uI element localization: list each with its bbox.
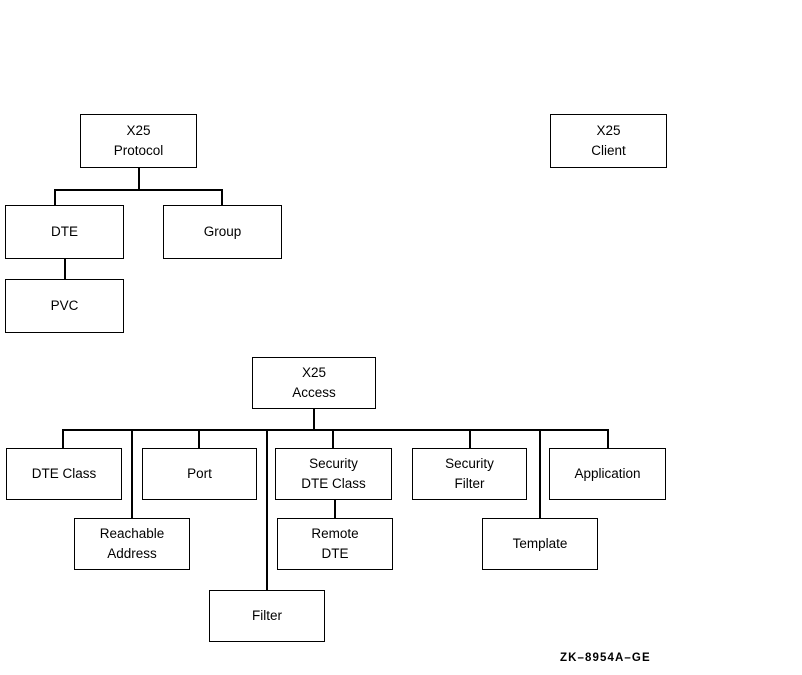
node-remote-dte[interactable] <box>277 518 393 570</box>
node-application[interactable] <box>549 448 666 500</box>
node-reachable-address-line1: Reachable <box>99 526 165 542</box>
node-security-filter-line2: Filter <box>454 476 485 491</box>
edge-protocol-to-group <box>221 189 223 206</box>
node-x25-client[interactable] <box>550 114 667 168</box>
node-dte[interactable] <box>5 205 124 259</box>
edge-access-to-security-filter <box>469 429 471 448</box>
node-template[interactable] <box>482 518 598 570</box>
node-port-label: Port <box>187 466 212 482</box>
node-x25-access-line2: Access <box>292 385 336 400</box>
edge-access-stem <box>313 409 315 430</box>
edge-access-to-dte-class <box>62 429 64 448</box>
node-x25-protocol-line2: Protocol <box>113 143 164 158</box>
edge-protocol-stem <box>138 168 140 190</box>
edge-access-to-template <box>539 429 541 518</box>
edge-dte-to-pvc <box>64 258 66 280</box>
node-x25-access-line1: X25 <box>301 365 327 381</box>
node-remote-dte-line2: DTE <box>321 546 349 561</box>
node-port[interactable] <box>142 448 257 500</box>
edge-protocol-bus <box>54 189 222 191</box>
node-dte-label: DTE <box>51 224 78 240</box>
node-dte-class-label: DTE Class <box>31 466 97 482</box>
node-reachable-address[interactable] <box>74 518 190 570</box>
node-pvc-label: PVC <box>50 298 79 314</box>
node-filter-label: Filter <box>252 608 282 624</box>
node-group[interactable] <box>163 205 282 259</box>
node-template-label: Template <box>512 536 568 552</box>
node-x25-client-line1: X25 <box>596 123 621 139</box>
node-reachable-address-line2: Address <box>107 546 157 561</box>
node-x25-protocol[interactable] <box>80 114 197 168</box>
edge-protocol-to-dte <box>54 189 56 206</box>
node-security-filter-line1: Security <box>445 456 494 472</box>
figure-caption: ZK–8954A–GE <box>560 652 651 664</box>
node-x25-access[interactable] <box>252 357 376 409</box>
edge-security-dte-class-to-remote-dte <box>334 500 336 518</box>
node-security-dte-class-line1: Security <box>309 456 358 472</box>
edge-access-to-port <box>198 429 200 448</box>
edge-access-to-filter <box>266 429 268 590</box>
node-x25-protocol-line1: X25 <box>126 123 151 139</box>
node-security-dte-class-line2: DTE Class <box>301 476 366 491</box>
node-security-dte-class[interactable] <box>275 448 392 500</box>
node-group-label: Group <box>203 224 242 240</box>
edge-access-to-reachable-address <box>131 429 133 518</box>
edge-access-to-security-dte-class <box>332 429 334 448</box>
node-x25-client-line2: Client <box>591 143 626 158</box>
edge-access-to-application <box>607 429 609 448</box>
node-dte-class[interactable] <box>6 448 122 500</box>
node-filter[interactable] <box>209 590 325 642</box>
node-security-filter[interactable] <box>412 448 527 500</box>
node-application-label: Application <box>574 466 641 482</box>
edge-access-bus <box>62 429 608 431</box>
node-pvc[interactable] <box>5 279 124 333</box>
node-remote-dte-line1: Remote <box>311 526 359 542</box>
